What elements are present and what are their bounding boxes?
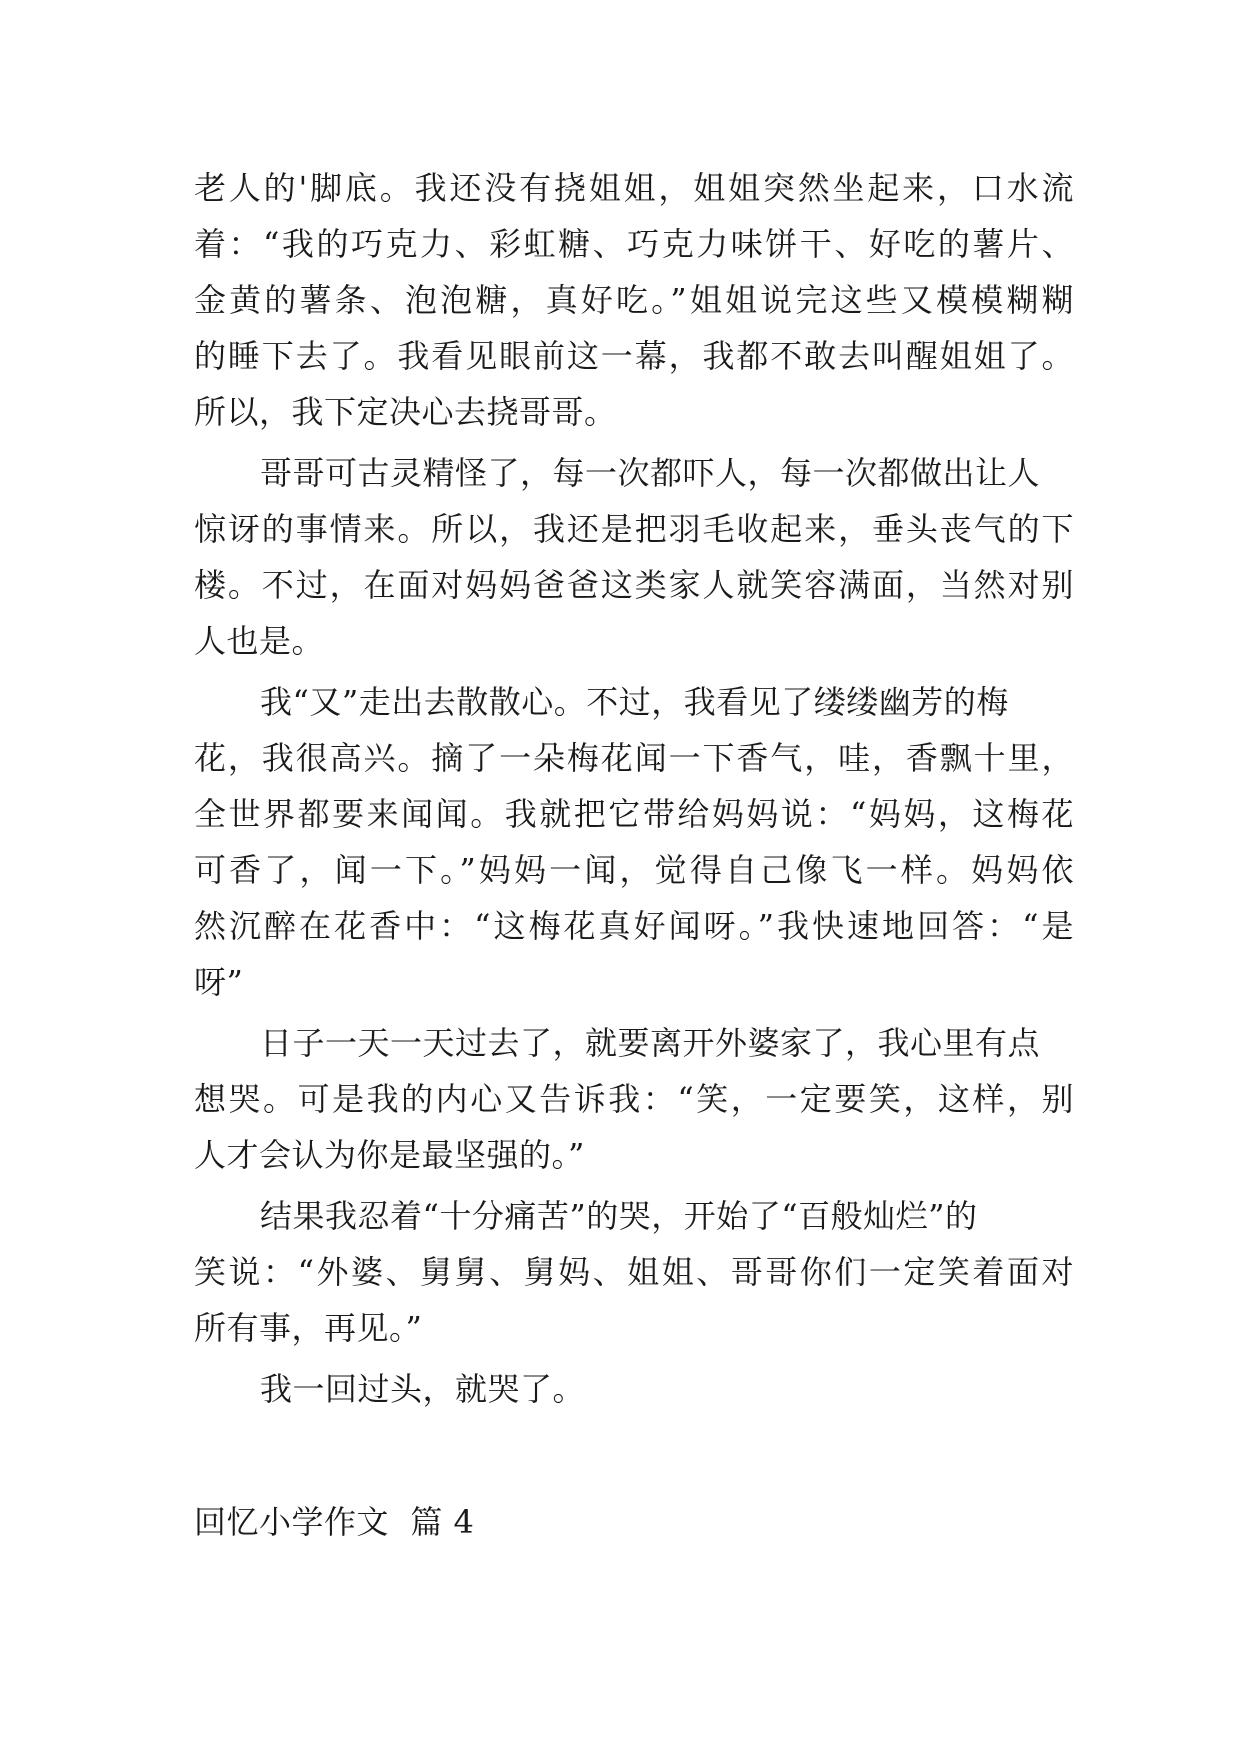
text-line: 所有事，再见。” bbox=[194, 1309, 423, 1347]
text-line: 所以，我下定决心去挠哥哥。 bbox=[194, 393, 617, 431]
text-line: 呀” bbox=[194, 963, 244, 1001]
text-line: 我“又”走出去散散心。不过，我看见了缕缕幽芳的梅 bbox=[260, 683, 1009, 721]
text-line: 着：“我的巧克力、彩虹糖、巧克力味饼干、好吃的薯片、 bbox=[194, 225, 1074, 263]
text-line: 人才会认为你是最坚强的。” bbox=[194, 1136, 585, 1174]
text-line: 日子一天一天过去了，就要离开外婆家了，我心里有点 bbox=[260, 1024, 1041, 1062]
text-line: 的睡下去了。我看见眼前这一幕，我都不敢去叫醒姐姐了。 bbox=[194, 337, 1074, 375]
text-line: 结果我忍着“十分痛苦”的哭，开始了“百般灿烂”的 bbox=[260, 1197, 978, 1235]
text-line: 想哭。可是我的内心又告诉我：“笑，一定要笑，这样，别 bbox=[194, 1080, 1074, 1118]
text-line: 金黄的薯条、泡泡糖，真好吃。”姐姐说完这些又模模糊糊 bbox=[194, 281, 1074, 319]
text-line: 人也是。 bbox=[194, 622, 325, 660]
text-line: 惊讶的事情来。所以，我还是把羽毛收起来，垂头丧气的下 bbox=[194, 510, 1074, 548]
text-line: 笑说：“外婆、舅舅、舅妈、姐姐、哥哥你们一定笑着面对 bbox=[194, 1253, 1074, 1291]
text-line: 楼。不过，在面对妈妈爸爸这类家人就笑容满面，当然对别 bbox=[194, 566, 1074, 604]
text-line: 老人的'脚底。我还没有挠姐姐，姐姐突然坐起来，口水流 bbox=[194, 169, 1074, 207]
text-line: 可香了，闻一下。”妈妈一闻，觉得自己像飞一样。妈妈依 bbox=[194, 851, 1074, 889]
text-line: 哥哥可古灵精怪了，每一次都吓人，每一次都做出让人 bbox=[260, 454, 1041, 492]
section-heading: 回忆小学作文 篇 4 bbox=[194, 1503, 475, 1541]
text-line: 然沉醉在花香中：“这梅花真好闻呀。”我快速地回答：“是 bbox=[194, 907, 1074, 945]
text-line: 全世界都要来闻闻。我就把它带给妈妈说：“妈妈，这梅花 bbox=[194, 795, 1074, 833]
text-line: 花，我很高兴。摘了一朵梅花闻一下香气，哇，香飘十里， bbox=[194, 739, 1074, 777]
text-line: 我一回过头，就哭了。 bbox=[260, 1370, 586, 1408]
